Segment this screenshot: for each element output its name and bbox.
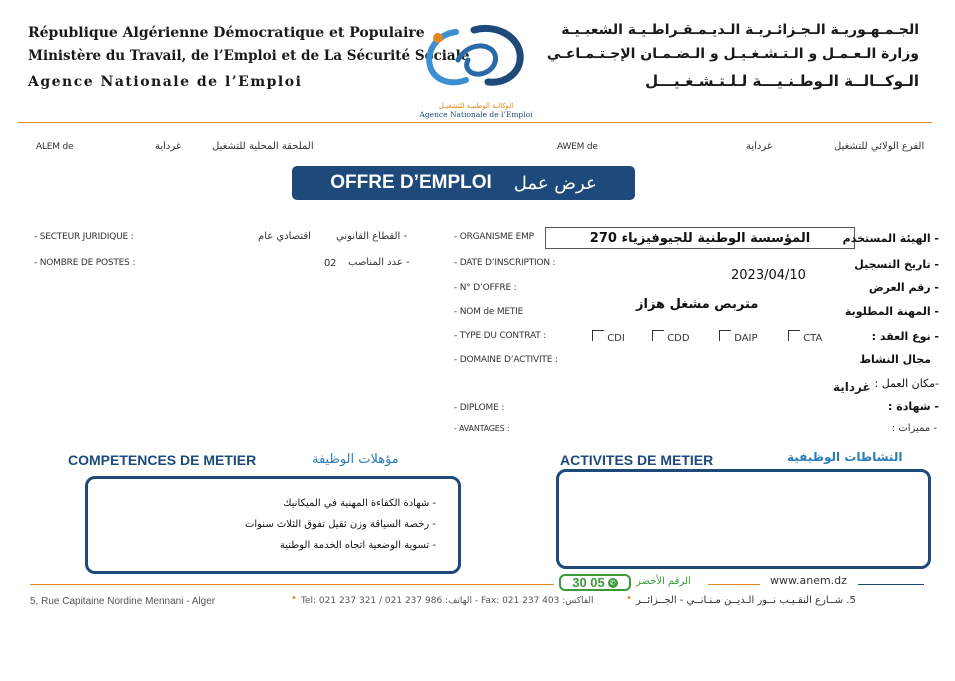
competence-item: - تسوية الوضعية اتجاه الخدمة الوطنية — [279, 540, 436, 551]
competence-item: - شهادة الكفاءة المهنية في الميكانيك — [283, 498, 436, 509]
activites-panel — [556, 469, 931, 569]
organisme-label: - ORGANISME EMP — [454, 232, 534, 242]
anem-logo — [418, 20, 534, 120]
green-number-badge — [559, 574, 631, 591]
offre-label-ar: - رقم العرض — [868, 281, 939, 294]
offre-label: - N° D’OFFRE : — [454, 283, 517, 293]
organisme-label-ar: - الهيئة المستخدم — [842, 232, 939, 245]
ar-republic: الجـمـهـوريـة الـجـزائـريـة الـديـمـقـراطـيـة الشعبـيـة — [561, 22, 919, 38]
cdi-checkbox[interactable] — [592, 330, 604, 341]
diplome-label: - DIPLOME : — [454, 403, 505, 413]
competences-panel — [85, 476, 461, 574]
secteur-value: اقتصادي عام — [258, 231, 311, 242]
postes-label-ar: - عدد المناصب — [348, 257, 410, 268]
organisme-field — [545, 227, 855, 249]
separator-dot: • — [291, 593, 297, 604]
metier-label-ar: - المهنة المطلوبة — [844, 305, 939, 318]
logo-arabic-text: الوكالـة الوطنيـة للتشغيـل — [438, 102, 514, 110]
competence-item: - رخصة السياقة وزن ثقيل تفوق الثلاث سنوات — [244, 519, 436, 530]
lieu-value: غرداية — [833, 380, 871, 394]
competences-list — [98, 493, 436, 556]
postes-label: - NOMBRE DE POSTES : — [34, 258, 136, 268]
avantages-label-ar: - مميزات : — [891, 423, 937, 434]
fr-republic: République Algérienne Démocratique et Populaire — [28, 25, 425, 41]
alem-label-ar: الملحقة المحلية للتشغيل — [212, 141, 314, 152]
metier-label: - NOM de METIE — [454, 307, 524, 317]
separator-dot: • — [626, 593, 632, 604]
awem-city: غرداية — [746, 141, 773, 152]
green-label-ar: الرقم الأخضر — [636, 576, 691, 587]
contrat-option-daip[interactable]: DAIP — [719, 330, 758, 344]
address-ar: 5. شــارع النقـيـب نــور الـديــن مـنـانــي - الجــزائــر — [636, 595, 856, 606]
footer-line-left — [30, 584, 554, 585]
activites-title: ACTIVITES DE METIER — [560, 452, 714, 468]
contrat-label-ar: - نوع العقد : — [871, 330, 939, 343]
fr-ministry: Ministère du Travail, de l’Emploi et de La Sécurité Sociale — [28, 48, 470, 64]
banner-title-ar: عرض عمل — [513, 172, 597, 194]
ar-agency: الـوكــالــة الـوطـنـيـــة لـلـتـشـغـيـــل — [645, 72, 919, 90]
competences-title: COMPETENCES DE METIER — [68, 452, 257, 468]
anem-logo-icon — [418, 20, 534, 98]
banner-title-fr: OFFRE D’EMPLOI — [330, 172, 492, 193]
date-label: - DATE D’INSCRIPTION : — [454, 258, 556, 268]
contrat-option-cta[interactable]: CTA — [788, 330, 822, 344]
phone-icon: ✆ — [608, 578, 618, 588]
cta-checkbox[interactable] — [788, 330, 800, 341]
footer-line-mid — [708, 584, 760, 585]
organisme-value: المؤسسة الوطنية للجيوفيزياء 270 — [589, 230, 811, 246]
cdd-checkbox[interactable] — [652, 330, 664, 341]
logo-french-text: Agence Nationale de l’Emploi — [419, 110, 533, 119]
footer-line-right — [858, 584, 924, 585]
secteur-label-ar: - القطاع القانوني — [336, 231, 408, 242]
fr-agency: Agence Nationale de l’Emploi — [28, 74, 303, 90]
header-divider — [18, 122, 932, 123]
green-number: 30 05 — [572, 575, 605, 590]
contrat-option-cdd[interactable]: CDD — [652, 330, 690, 344]
contrat-label: - TYPE DU CONTRAT : — [454, 331, 546, 341]
activites-title-ar: النشاطات الوظيفية — [787, 450, 903, 464]
domaine-label-ar: مجال النشاط — [859, 353, 931, 366]
alem-city: غرداية — [155, 141, 182, 152]
domaine-label: - DOMAINE D’ACTIVITE : — [454, 355, 558, 365]
awem-label: AWEM de — [557, 142, 598, 152]
alem-label: ALEM de — [36, 142, 74, 152]
postes-value: 02 — [324, 258, 337, 269]
contrat-option-cdi[interactable]: CDI — [592, 330, 625, 344]
date-label-ar: - تاريخ التسجيل — [854, 258, 939, 271]
metier-value: متربص مشغل هزاز — [636, 297, 759, 312]
competences-title-ar: مؤهلات الوظيفة — [312, 452, 399, 467]
avantages-label: - AVANTAGES : — [454, 424, 510, 433]
address-fr: 5, Rue Capitaine Nordine Mennani - Alger — [30, 596, 216, 607]
date-value: 2023/04/10 — [731, 268, 806, 283]
awem-label-ar: الفرع الولائي للتشغيل — [834, 141, 925, 152]
secteur-label: - SECTEUR JURIDIQUE : — [34, 232, 134, 242]
diplome-label-ar: - شهادة : — [888, 400, 939, 413]
contacts: Tel: 021 237 321 / 021 237 986 :الهاتف - Fax: 021 237 403 :الفاكس — [301, 596, 594, 606]
offre-emploi-banner — [292, 166, 635, 200]
daip-checkbox[interactable] — [719, 330, 731, 341]
ar-ministry: وزارة الـعـمـل و الـتـشـغـيـل و الـضـمـان الإجـتـمـاعـي — [546, 46, 919, 62]
website-link[interactable]: www.anem.dz — [770, 574, 847, 587]
lieu-label-ar: -مكان العمل : — [874, 377, 939, 390]
